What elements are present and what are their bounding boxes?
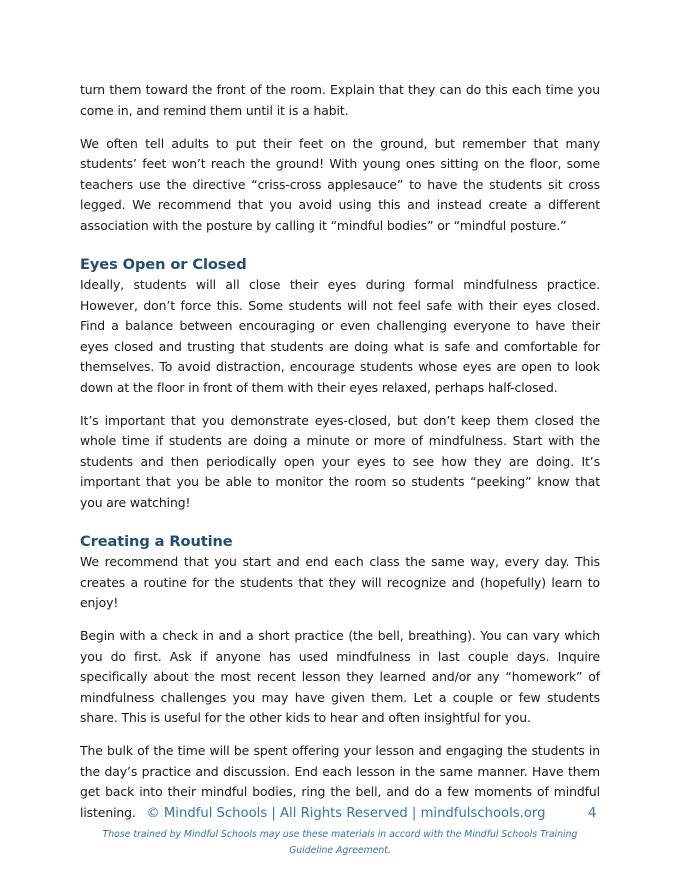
body-paragraph: The bulk of the time will be spent offering your lesson and engaging the students in the day’s practice and discussion. End each lesson in the same manner. Have them get back into their mindful bodies, ring the bell, and do a few moments of mindful listening.	[80, 743, 600, 820]
section-heading-creating-a-routine: Creating a Routine	[80, 533, 233, 550]
footer-copyright-line	[0, 804, 680, 824]
body-paragraph: We recommend that you start and end each class the same way, every day. This creates a routine for the students that they will recognize and (hopefully) learn to enjoy!	[80, 554, 600, 610]
body-paragraph: Ideally, students will all close their eyes during formal mindfulness practice. However, don’t force this. Some students will not feel safe with their eyes closed. Find a balance between encouraging or even challenging everyone to have their eyes closed and trusting that students are doing what is safe and comfortable for themselves. To avoid distraction, encourage students whose eyes are open to look down at the floor in front of them with their eyes relaxed, perhaps half-closed.	[80, 277, 600, 395]
body-paragraph: turn them toward the front of the room. Explain that they can do this each time you come in, and remind them until it is a habit.	[80, 82, 600, 118]
body-paragraph: We often tell adults to put their feet on the ground, but remember that many students’ feet won’t reach the ground! With young ones sitting on the floor, some teachers use the directive “criss-cross applesauce” to have the students sit cross legged. We recommend that you avoid using this and instead create a different association with the posture by calling it “mindful bodies” or “mindful posture.”	[80, 135, 600, 233]
body-paragraph: Begin with a check in and a short practice (the bell, breathing). You can vary which you do first. Ask if anyone has used mindfulness in last couple days. Inquire specifically about the most recent lesson they learned and/or any “homework” of mindfulness challenges you may have given them. Let a couple or few students share. This is useful for the other kids to hear and often insightful for you.	[80, 628, 600, 725]
footer-copyright: © Mindful Schools | All Rights Reserved | mindfulschools.org	[146, 806, 546, 821]
footer-note: Those trained by Mindful Schools may use these materials in accord with the Mindful Schools Training Guideline Agreement.	[102, 829, 578, 856]
page-content	[80, 80, 600, 836]
body-paragraph: It’s important that you demonstrate eyes-closed, but don’t keep them closed the whole time if students are doing a minute or more of mindfulness. Start with the students and then periodically open your eyes to see how they are doing. It’s important that you be able to monitor the room so students “peeking” know that you are watching!	[80, 412, 600, 510]
page-number: 4	[588, 806, 597, 821]
section-heading-eyes-open-or-closed: Eyes Open or Closed	[80, 256, 247, 273]
